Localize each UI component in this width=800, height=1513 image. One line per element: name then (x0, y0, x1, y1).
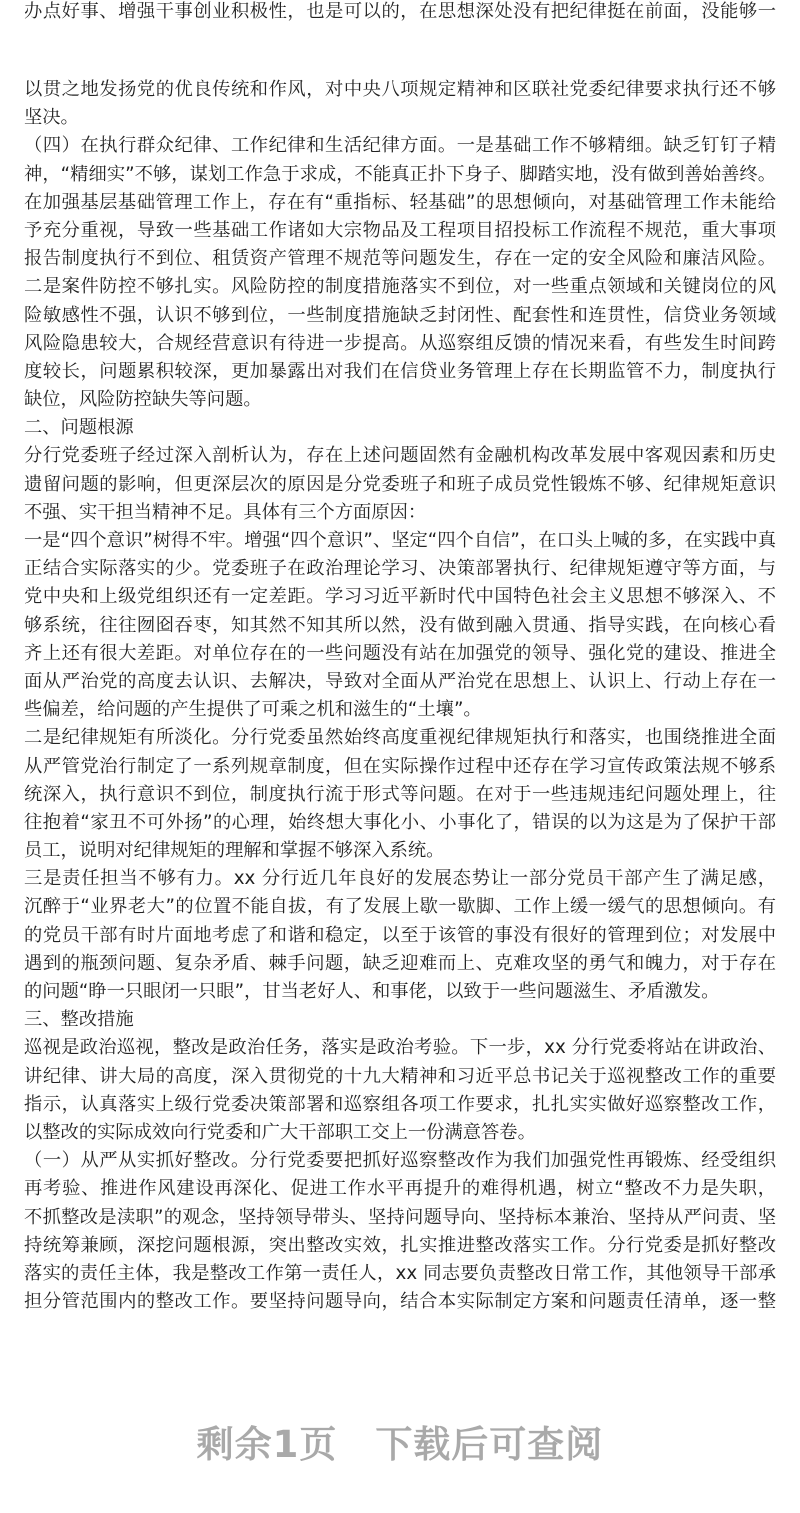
document-line: 神，“精细实”不够，谋划工作急于求成，不能真正扑下身子、脚踏实地，没有做到善始善终。 (24, 163, 776, 185)
document-line: 坚决。 (24, 107, 79, 129)
document-line: 遇到的瓶颈问题、复杂矛盾、棘手问题，缺乏迎难而上、克难攻坚的勇气和魄力，对于存在 (24, 952, 776, 974)
document-line: 从严管党治行制定了一系列规章制度，但在实际操作过程中还存在学习宣传政策法规不够系 (24, 755, 776, 777)
document-line: 落实的责任主体，我是整改工作第一责任人，xx 同志要负责整改日常工作，其他领导干部承 (24, 1262, 776, 1284)
document-line: 党中央和上级党组织还有一定差距。学习习近平新时代中国特色社会主义思想不够深入、不 (24, 586, 776, 608)
document-line: （一）从严从实抓好整改。分行党委要把抓好巡察整改作为我们加强党性再锻炼、经受组织 (24, 1150, 776, 1172)
document-line: 不强、实干担当精神不足。具体有三个方面原因： (24, 501, 427, 523)
document-line: 巡视是政治巡视，整改是政治任务，落实是政治考验。下一步，xx 分行党委将站在讲政治、 (24, 1037, 776, 1059)
document-line: 担分管范围内的整改工作。要坚持问题导向，结合本实际制定方案和问题责任清单，逐一整 (24, 1291, 776, 1313)
document-line: 够系统，往往囫囵吞枣，知其然不知其所以然，没有做到融入贯通、指导实践，在向核心看 (24, 614, 776, 636)
document-line: 往抱着“家丑不可外扬”的心理，始终想大事化小、小事化了，错误的以为这是为了保护干部 (24, 811, 776, 833)
document-line: 予充分重视，导致一些基础工作诸如大宗物品及工程项目招投标工作流程不规范，重大事项 (24, 219, 776, 241)
document-line: 指示，认真落实上级行党委决策部署和巡察组各项工作要求，扎扎实实做好巡察整改工作， (24, 1093, 776, 1115)
document-line: 员工，说明对纪律规矩的理解和掌握不够深入系统。 (24, 840, 445, 862)
document-line: 二是纪律规矩有所淡化。分行党委虽然始终高度重视纪律规矩执行和落实，也围绕推进全面 (24, 727, 776, 749)
document-line: 正结合实际落实的少。党委班子在政治理论学习、决策部署执行、纪律规矩遵守等方面，与 (24, 558, 776, 580)
document-line: 齐上还有很大差距。对单位存在的一些问题没有站在加强党的领导、强化党的建设、推进全 (24, 642, 776, 664)
document-line: 度较长，问题累积较深，更加暴露出对我们在信贷业务管理上存在长期监管不力，制度执行 (24, 360, 776, 382)
document-line: 办点好事、增强干事创业积极性，也是可以的，在思想深处没有把纪律挺在前面，没能够一 (24, 1, 776, 22)
section-heading: 三、整改措施 (24, 1009, 134, 1031)
document-line: 一是“四个意识”树得不牢。增强“四个意识”、坚定“四个自信”，在口头上喊的多，在实践中真 (24, 530, 776, 551)
document-line: 报告制度执行不到位、租赁资产管理不规范等问题发生，存在一定的安全风险和廉洁风险。 (24, 248, 776, 270)
document-line: 的问题“睁一只眼闭一只眼”，甘当老好人、和事佬，以致于一些问题滋生、矛盾激发。 (24, 981, 720, 1002)
document-line: 三是责任担当不够有力。xx 分行近几年良好的发展态势让一部分党员干部产生了满足感， (24, 868, 776, 890)
document-line: 的党员干部有时片面地考虑了和谐和稳定，以至于该管的事没有很好的管理到位；对发展中 (24, 924, 776, 946)
document-line: 不抓整改是渎职”的观念，坚持领导带头、坚持问题导向、坚持标本兼治、坚持从严问责、坚 (24, 1206, 776, 1228)
document-line: 风险隐患较大，合规经营意识有待进一步提高。从巡察组反馈的情况来看，有些发生时间跨 (24, 332, 776, 354)
document-line: 以整改的实际成效向行党委和广大干部职工交上一份满意答卷。 (24, 1121, 536, 1143)
document-line: 持统筹兼顾，深挖问题根源，突出整改实效，扎实推进整改落实工作。分行党委是抓好整改 (24, 1234, 776, 1256)
document-line: （四）在执行群众纪律、工作纪律和生活纪律方面。一是基础工作不够精细。缺乏钉钉子精 (24, 135, 776, 157)
document-line: 二是案件防控不够扎实。风险防控的制度措施落实不到位，对一些重点领域和关键岗位的风 (24, 276, 776, 298)
download-banner[interactable] (0, 1414, 800, 1468)
document-body (0, 76, 800, 1316)
remaining-pages-text: 剩余1页 (196, 1423, 338, 1466)
document-line: 以贯之地发扬党的优良传统和作风，对中央八项规定精神和区联社党委纪律要求执行还不够 (24, 79, 776, 100)
download-to-view-text[interactable]: 下载后可查阅 (375, 1423, 604, 1466)
document-line: 遗留问题的影响，但更深层次的原因是分党委班子和班子成员党性锻炼不够、纪律规矩意识 (24, 473, 776, 495)
document-line: 讲纪律、讲大局的高度，深入贯彻党的十九大精神和习近平总书记关于巡视整改工作的重要 (24, 1065, 776, 1087)
document-line: 再考验、推进作风建设再深化、促进工作水平再提升的难得机遇，树立“整改不力是失职， (24, 1178, 776, 1200)
document-line: 些偏差，给问题的产生提供了可乘之机和滋生的“土壤”。 (24, 699, 482, 721)
document-line: 统深入，执行意识不到位，制度执行流于形式等问题。在对于一些违规违纪问题处理上，往 (24, 783, 776, 805)
document-line: 缺位，风险防控缺失等问题。 (24, 389, 262, 411)
document-line: 在加强基层基础管理工作上，存在有“重指标、轻基础”的思想倾向，对基础管理工作未能给 (24, 191, 776, 213)
section-heading: 二、问题根源 (24, 417, 134, 439)
document-line: 面从严治党的高度去认识、去解决，导致对全面从严治党在思想上、认识上、行动上存在一 (24, 670, 776, 692)
document-line: 沉醉于“业界老大”的位置不能自拔，有了发展上歇一歇脚、工作上缓一缓气的思想倾向。有 (24, 896, 776, 918)
document-line: 分行党委班子经过深入剖析认为，存在上述问题固然有金融机构改革发展中客观因素和历史 (24, 445, 776, 467)
document-line: 险敏感性不强，认识不够到位，一些制度措施缺乏封闭性、配套性和连贯性，信贷业务领域 (24, 304, 776, 326)
